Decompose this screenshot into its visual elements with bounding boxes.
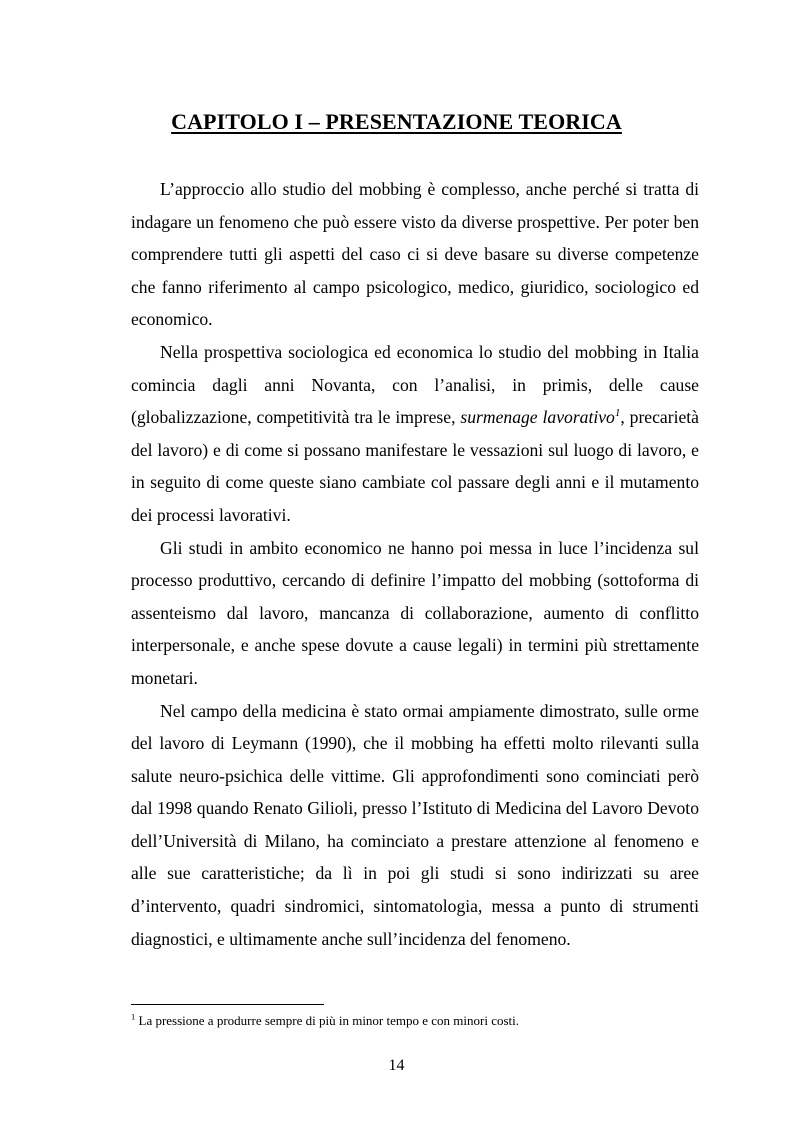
paragraph-1: L’approccio allo studio del mobbing è complesso, anche perché si tratta di indagare un fenomeno che può essere visto da diverse prospettive. Per poter ben comprendere tutti gli aspetti del caso ci si deve basare su diverse competenze che fanno riferimento al campo psicologico, medico, giuridico, sociologico ed economico. bbox=[131, 179, 699, 330]
footnote-text: La pressione a produrre sempre di più in minor tempo e con minori costi. bbox=[135, 1013, 520, 1028]
paragraph-3: Gli studi in ambito economico ne hanno poi messa in luce l’incidenza sul processo produttivo, cercando di definire l’impatto del mobbing (sottoforma di assenteismo dal lavoro, mancanza di collaborazione, aumento di conflitto interpersonale, e anche spese dovute a cause legali) in termini più strettamente monetari. bbox=[131, 537, 699, 688]
chapter-title: CAPITOLO I – PRESENTAZIONE TEORICA bbox=[171, 108, 622, 134]
footnote-reference[interactable]: 1 bbox=[614, 407, 621, 420]
paragraph-2 bbox=[131, 336, 699, 532]
page-number: 14 bbox=[388, 1057, 405, 1074]
paragraph-2-before: Nella prospettiva sociologica ed economica lo studio del mobbing in Italia comincia dagli anni Novanta, con l’analisi, in primis, delle cause (globalizzazione, competitività tra le imprese, bbox=[131, 341, 699, 428]
emphasis-surmenage: surmenage lavorativo bbox=[460, 407, 615, 428]
footnote-separator bbox=[131, 1004, 324, 1005]
footnote bbox=[131, 1013, 699, 1029]
body-text bbox=[131, 173, 699, 955]
footnote-marker: 1 bbox=[131, 1011, 136, 1022]
paragraph-4: Nel campo della medicina è stato ormai ampiamente dimostrato, sulle orme del lavoro di Leymann (1990), che il mobbing ha effetti molto rilevanti sulla salute neuro-psichica delle vittime. Gli approfondimenti sono cominciati però dal 1998 quando Renato Gilioli, presso l’Istituto di Medicina del Lavoro Devoto dell’Università di Milano, ha cominciato a prestare attenzione al fenomeno e alle sue caratteristiche; da lì in poi gli studi si sono indirizzati su aree d’intervento, quadri sindromici, sintomatologia, messa a punto di strumenti diagnostici, e ultimamente anche sull’incidenza del fenomeno. bbox=[131, 700, 699, 949]
paragraph-2-after: , precarietà del lavoro) e di come si possano manifestare le vessazioni sul luogo di lavoro, e in seguito di come queste siano cambiate col passare degli anni e il mutamento dei processi lavorativi. bbox=[131, 407, 699, 525]
